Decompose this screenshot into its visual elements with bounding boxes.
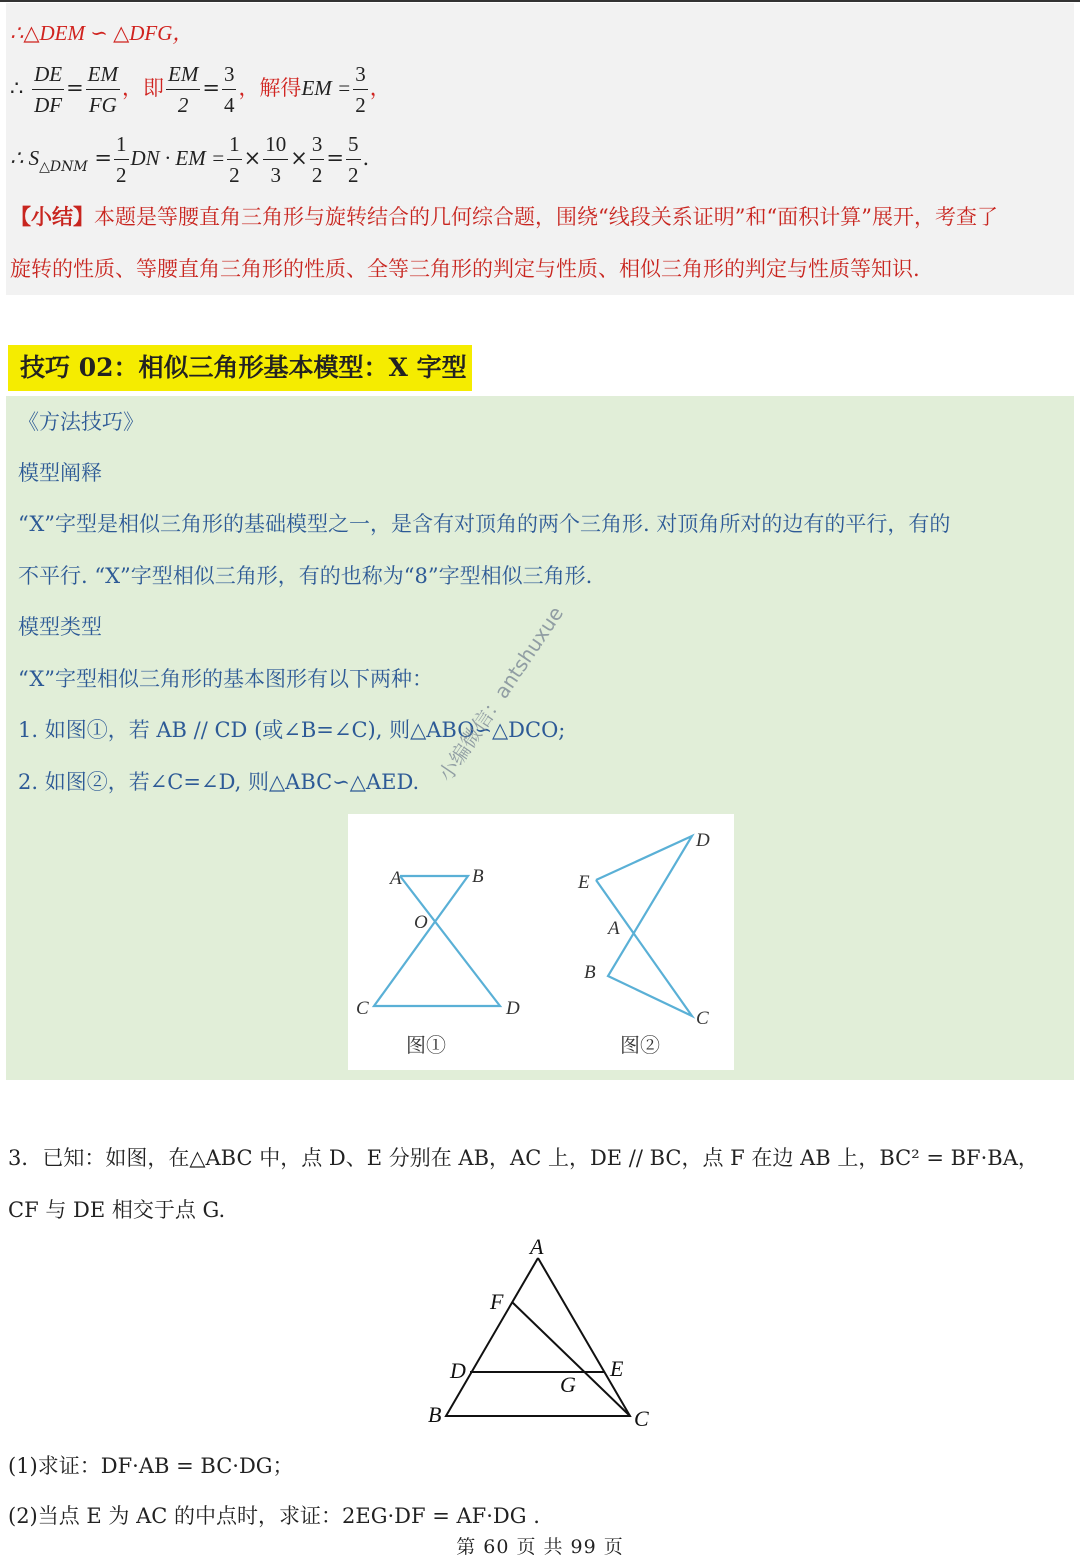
label-c: C <box>634 1406 649 1431</box>
fraction-de-df: $\frac{DE}{DF}$ <box>32 59 64 120</box>
fig1-label-a: A <box>390 868 402 889</box>
dn-em-expression: DN · EM = <box>130 146 226 170</box>
question-2: (2)当点 E 为 AC 的中点时，求证：2EG·DF = AF·DG . <box>8 1504 540 1528</box>
figure-1-lines <box>374 876 500 1006</box>
area-symbol: ∴ S <box>10 146 40 170</box>
fraction-half-2: $\frac{1}{2}$ <box>227 129 242 190</box>
fraction-em-2: $\frac{EM}{2}$ <box>166 59 200 120</box>
fig2-label-a: A <box>608 918 620 939</box>
model-explanation-heading: 模型阐释 <box>18 461 102 485</box>
summary-line-2: 旋转的性质、等腰直角三角形的性质、全等三角形的判定与性质、相似三角形的判定与性质等知识. <box>10 257 920 281</box>
solution-line-2: ∴ $\frac{DE}{DF}$ = $\frac{EM}{FG}$ ，即 $\frac{EM}{2}$ = $\frac{3}{4}$ ，解得EM = $\frac{3}{2}$ ， <box>10 59 391 120</box>
types-intro: “X”字型相似三角形的基本图形有以下两种： <box>18 667 434 691</box>
fraction-3-4: $\frac{3}{4}$ <box>222 59 237 120</box>
namely-text: ，即 <box>122 76 164 100</box>
type-item-2: 2. 如图②，若∠C=∠D, 则△ABC∽△AED. <box>18 770 420 794</box>
label-b: B <box>428 1402 442 1427</box>
fig1-label-d: D <box>506 998 520 1019</box>
method-heading: 《方法技巧》 <box>18 410 144 434</box>
summary-line-1: 【小结】本题是等腰直角三角形与旋转结合的几何综合题，围绕“线段关系证明”和“面积计算”展开，考查了 <box>10 204 998 229</box>
label-g: G <box>560 1372 576 1397</box>
explanation-line-1: “X”字型是相似三角形的基础模型之一，是含有对顶角的两个三角形. 对顶角所对的边有的平行，有的 <box>18 512 951 536</box>
fig2-label-b: B <box>584 962 596 983</box>
watermark: 小编微信：antshuxue <box>433 601 569 786</box>
type-item-1: 1. 如图①，若 AB // CD (或∠B=∠C), 则△ABO∽△DCO; <box>18 718 566 742</box>
method-box <box>6 396 1074 1080</box>
therefore-symbol: ∴ <box>10 76 24 100</box>
x-model-figures <box>348 814 734 1070</box>
fig2-label-d: D <box>696 830 710 851</box>
solution-box <box>6 3 1074 295</box>
section-title: 技巧 02：相似三角形基本模型：X 字型 <box>8 345 472 391</box>
problem-line-2: CF 与 DE 相交于点 G. <box>8 1198 226 1222</box>
problem-line-1: 3．已知：如图，在△ABC 中，点 D、E 分别在 AB，AC 上，DE // BC，点 F 在边 AB 上，BC² = BF·BA， <box>8 1146 1039 1170</box>
fraction-3-2b: $\frac{3}{2}$ <box>310 129 325 190</box>
similarity-statement: ∴△DEM ∽ △DFG， <box>10 21 194 45</box>
fig2-label-c: C <box>696 1008 709 1029</box>
explanation-line-2: 不平行. “X”字型相似三角形，有的也称为“8”字型相似三角形. <box>18 564 593 588</box>
solution-line-1 <box>10 17 193 47</box>
area-subscript: △DNM <box>39 159 88 175</box>
model-figures-panel <box>348 814 734 1070</box>
fraction-half-1: $\frac{1}{2}$ <box>114 129 129 190</box>
top-rule <box>0 0 1080 2</box>
solve-text: ，解得 <box>238 76 302 100</box>
label-d: D <box>450 1358 466 1383</box>
question-1: (1)求证：DF·AB = BC·DG； <box>8 1454 294 1478</box>
solution-line-3: ∴ $S_{\triangle DNM}$ = $\frac{1}{2}$ DN · EM = $\frac{1}{2}$ × $\frac{10}{3}$ × $\frac{3}{2}$ = $\frac{5}{2}$ . <box>10 129 369 190</box>
fig2-caption: 图② <box>620 1033 660 1057</box>
fig1-label-c: C <box>356 998 369 1019</box>
summary-tag: 【小结】 <box>10 204 94 229</box>
fig1-caption: 图① <box>406 1033 446 1057</box>
fig1-label-o: O <box>414 912 428 933</box>
label-f: F <box>490 1289 504 1314</box>
triangle-figure <box>420 1232 660 1432</box>
label-e: E <box>610 1356 624 1381</box>
fraction-10-3: $\frac{10}{3}$ <box>263 129 288 190</box>
label-a: A <box>530 1234 544 1259</box>
fraction-em-fg: $\frac{EM}{FG}$ <box>86 59 120 120</box>
em-equals: EM = <box>301 76 352 100</box>
fraction-3-2: $\frac{3}{2}$ <box>353 59 368 120</box>
fig2-label-e: E <box>578 872 590 893</box>
fig1-label-b: B <box>472 866 484 887</box>
page-footer: 第 60 页 共 99 页 <box>456 1536 624 1558</box>
triangle-abc <box>446 1258 630 1416</box>
fraction-5-2: $\frac{5}{2}$ <box>346 129 361 190</box>
model-types-heading: 模型类型 <box>18 615 102 639</box>
